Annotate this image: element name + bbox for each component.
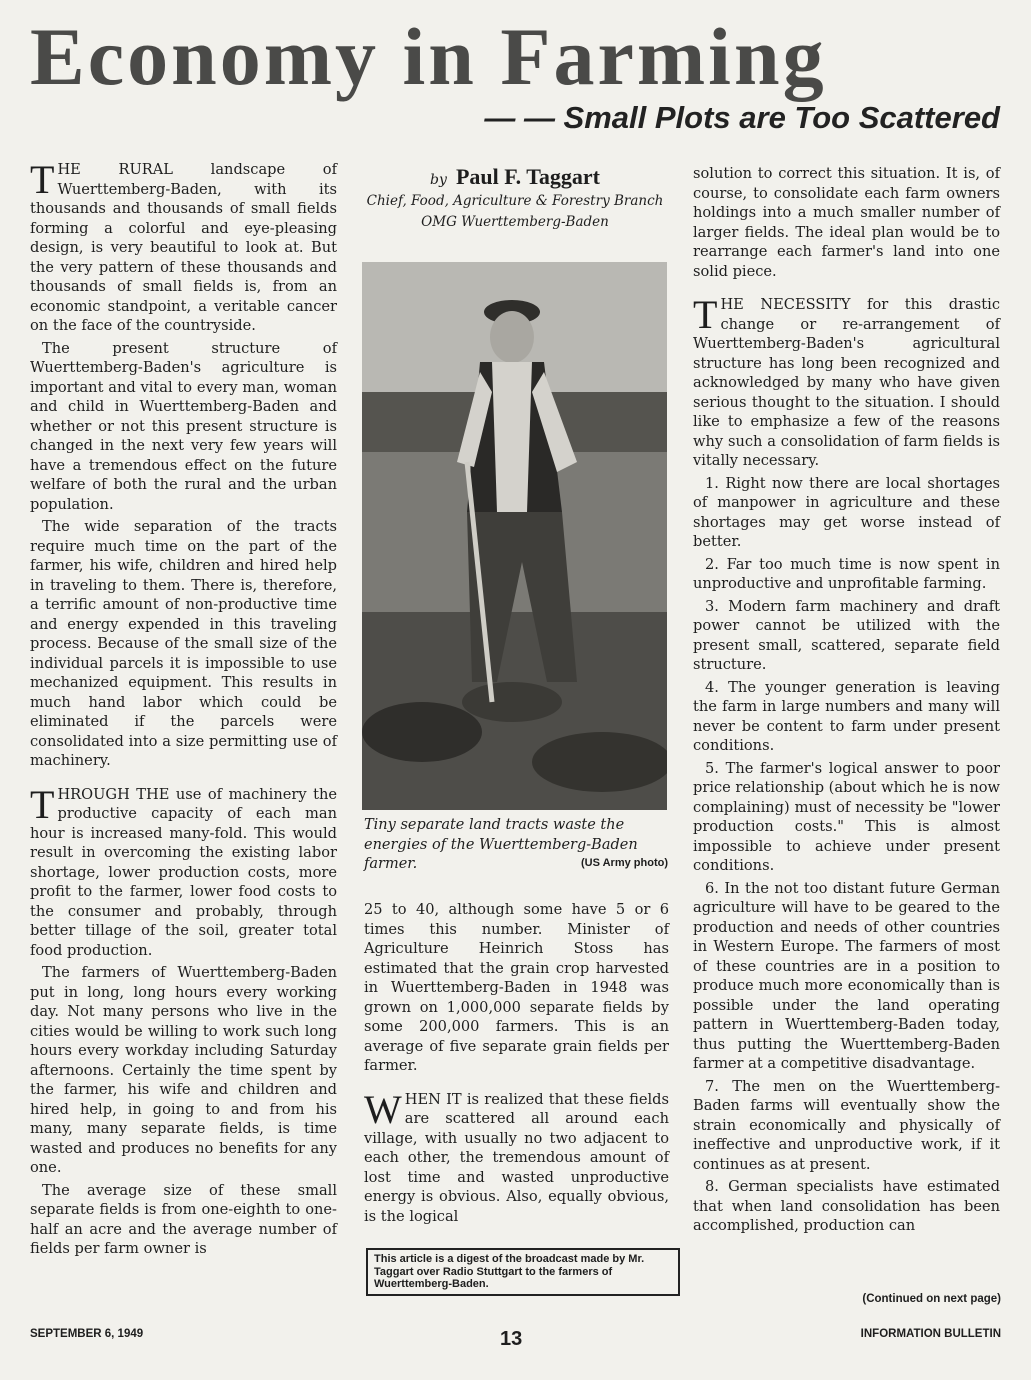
list-item: 5. The farmer's logical answer to poor price relationship (about which he is now complaining) must of necessity be "lower production costs." This is almost impossible to achieve under present conditions. bbox=[693, 759, 1001, 874]
page-subtitle: — — Small Plots are Too Scattered bbox=[484, 100, 1000, 135]
paragraph: The present structure of Wuerttemberg-Baden's agriculture is important and vital to every man, woman and child in Wuerttemberg-Baden and whether or not this present structure is changed in the next very few years will have a tremendous effect on the future welfare of both the rural and the urban population. bbox=[30, 339, 337, 513]
page-title: Economy in Farming bbox=[30, 11, 827, 102]
page-number: 13 bbox=[500, 1328, 523, 1350]
author-name: Paul F. Taggart bbox=[455, 164, 601, 189]
paragraph: The farmers of Wuerttemberg-Baden put in long, long hours every working day. Not many persons who live in the cities would be willing to work such long hours every workday including Saturday afternoons. Certainly the time spent by the farmer, his wife and children and hired help, in going to and from his many, many separate fields, is time wasted and produces no benefits for any one. bbox=[30, 964, 337, 1176]
publication-name: INFORMATION BULLETIN bbox=[860, 1328, 1001, 1340]
footer-date: SEPTEMBER 6, 1949 bbox=[30, 1328, 144, 1340]
continued-note: (Continued on next page) bbox=[862, 1293, 1001, 1305]
digest-note-box: This article is a digest of the broadcast made by Mr. Taggart over Radio Stuttgart to the farmers of Wuerttemberg-Baden. bbox=[366, 1248, 680, 1296]
list-item: 2. Far too much time is now spent in unproductive and unprofitable farming. bbox=[693, 555, 1000, 592]
column-right bbox=[693, 164, 1000, 1239]
column-middle bbox=[364, 900, 669, 1229]
list-item: 1. Right now there are local shortages of manpower in agriculture and these shortages may get worse instead of better. bbox=[693, 474, 1000, 550]
byline-by: by bbox=[429, 172, 447, 188]
paragraph: THROUGH THE use of machinery the productive capacity of each man hour is increased many-fold. This would result in overcoming the existing labor shortage, lower production costs, more profit to the farmer, lower food costs to the consumer and probably, through better tillage of the soil, greater total food production. bbox=[30, 781, 337, 959]
list-item: 8. German specialists have estimated that when land consolidation has been accomplished, production can bbox=[693, 1178, 1000, 1234]
paragraph: THE RURAL landscape of Wuerttemberg-Baden, with its thousands and thousands of small fields forming a colorful and eye-pleasing design, is very beautiful to look at. But the very pattern of these thousands and thousands of small fields is, from an economic standpoint, a veritable cancer on the face of the countryside. bbox=[30, 157, 337, 334]
photo-credit: (US Army photo) bbox=[581, 856, 668, 869]
caption-text: Tiny separate land tracts waste the energies of the Wuerttemberg-Baden farmer. bbox=[364, 817, 638, 872]
farmer-photo bbox=[362, 262, 667, 810]
list-item: 4. The younger generation is leaving the farm in large numbers and many will never be content to farm under present conditions. bbox=[693, 678, 1000, 754]
list-item: 6. In the not too distant future German agriculture will have to be geared to the production and needs of other countries in Western Europe. The farmers of most of these countries are in a position to produce much more economically than is possible under the land operating pattern in Wuerttemberg-Baden today, thus putting the Wuerttemberg-Baden farmer at a competitive disadvantage. bbox=[693, 879, 1000, 1072]
paragraph: 25 to 40, although some have 5 or 6 times this number. Minister of Agriculture Heinrich Stoss has estimated that the grain crop harvested in Wuerttemberg-Baden in 1948 was grown on 1,000,000 separate fields by some 200,000 farmers. This is an average of five separate grain fields per farmer. bbox=[364, 901, 669, 1074]
photo-caption bbox=[364, 816, 668, 875]
paragraph: WHEN IT is realized that these fields are scattered all around each village, with usually no two adjacent to each other, the tremendous amount of lost time and wasted unproductive energy is obvious. Also, equally obvious, is the logical bbox=[364, 1086, 669, 1225]
paragraph: solution to correct this situation. It is, of course, to consolidate each farm owners holdings into a much smaller number of larger fields. The ideal plan would be to rearrange each farmer's land into one solid piece. bbox=[693, 165, 1000, 280]
paragraph: The wide separation of the tracts require much time on the part of the farmer, his wife, children and hired help in traveling to them. There is, therefore, a terrific amount of non-productive time and energy expended in this traveling process. Because of the small size of the individual parcels it is impossible to use mechanized equipment. This results in much hand labor which could be eliminated if the parcels were consolidated into a size permitting use of machinery. bbox=[30, 518, 337, 769]
paragraph: The average size of these small separate fields is from one-eighth to one-half an acre and the average number of fields per farm owner is bbox=[30, 1181, 337, 1257]
list-item: 7. The men on the Wuerttemberg-Baden farms will eventually show the strain economically and physically of ineffective and unproductive work, if it continues as at present. bbox=[693, 1077, 1000, 1173]
author-role: Chief, Food, Agriculture & Forestry Branch bbox=[366, 193, 664, 209]
farmer-photo-illustration bbox=[362, 262, 667, 810]
author-office: OMG Wuerttemberg-Baden bbox=[421, 214, 609, 230]
paragraph: THE NECESSITY for this drastic change or re-arrangement of Wuerttemberg-Baden's agricultural structure has long been recognized and acknowledged by many who have given serious thought to the situation. I should like to emphasize a few of the reasons why such a consolidation of farm fields is vitally necessary. bbox=[693, 292, 1000, 469]
byline bbox=[360, 164, 670, 232]
list-item: 3. Modern farm machinery and draft power cannot be utilized with the present small, scattered, separate field structure. bbox=[693, 597, 1000, 673]
column-left bbox=[30, 157, 337, 1262]
